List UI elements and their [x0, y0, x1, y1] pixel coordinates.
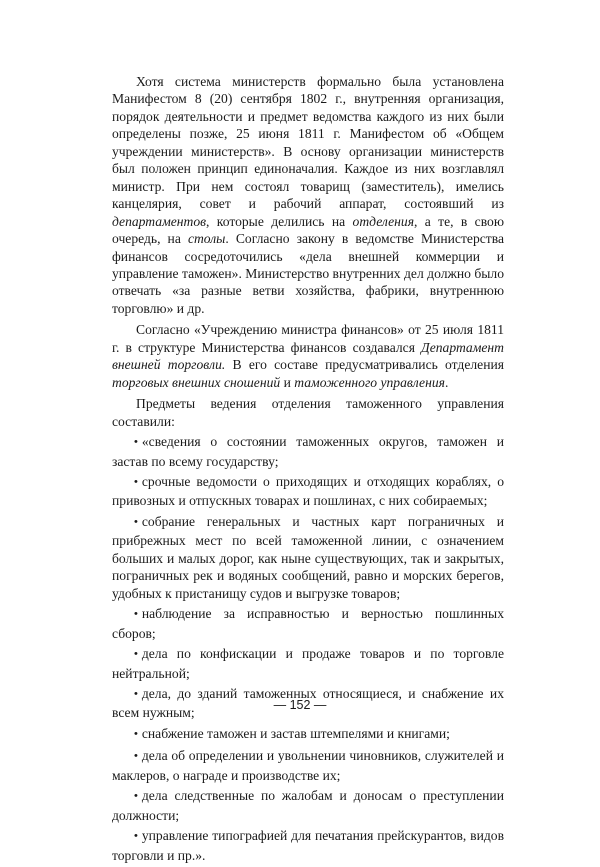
text-run: , а те, в свою очередь, на — [112, 213, 504, 247]
paragraph — [112, 321, 504, 391]
bullet-item — [112, 473, 504, 510]
paragraph — [112, 73, 504, 317]
bullet-icon: • — [134, 830, 138, 843]
italic-term: торговых внешних сношений — [112, 374, 281, 390]
text-run: дела по конфискации и продаже товаров и по торговле нейтральной; — [112, 646, 504, 681]
italic-term: Департамент внешней торговли. — [112, 339, 504, 373]
text-run: и — [280, 374, 295, 390]
text-run: , которые делились на — [206, 213, 353, 229]
bullet-icon: • — [134, 750, 138, 763]
text-run: дела следственные по жалобам и доносам о преступлении должности; — [112, 788, 504, 823]
bullet-icon: • — [134, 608, 138, 621]
italic-term: столы — [187, 231, 226, 247]
italic-term: департаментов — [112, 213, 207, 229]
bullet-item — [112, 645, 504, 682]
bullet-icon: • — [134, 515, 138, 528]
italic-term: таможенного управления — [294, 374, 445, 390]
bullet-icon: • — [134, 436, 138, 449]
text-run: снабжение таможен и застав штемпелями и книгами; — [141, 725, 450, 741]
text-run: дела, до зданий таможенных относящиеся, и снабжение их всем нужным; — [112, 685, 504, 721]
bullet-item — [112, 513, 504, 602]
bullet-icon: • — [134, 475, 138, 488]
text-run: «сведения о состоянии таможенных округов, таможен и застав по всему государству; — [112, 434, 504, 469]
text-run: Предметы ведения отделения таможенного управления составили: — [112, 396, 504, 429]
body-text — [112, 73, 504, 867]
text-run: дела об определении и увольнении чиновников, служителей и маклеров, о награде и производстве их; — [112, 748, 504, 783]
paragraph — [112, 395, 504, 430]
bullet-item — [112, 827, 504, 864]
bullet-icon: • — [134, 687, 138, 700]
text-run: . Согласно закону в ведомстве Министерства финансов сосредоточились «дела внешней коммерции и управление таможен». Министерство внутренних дел должно было отвечать «за разные ветви хозяйства, фабрики, внутреннюю торговлю» и др. — [112, 231, 504, 316]
text-run: управление типографией для печатания прейскурантов, видов торговли и пр.». — [112, 828, 504, 863]
bullet-item — [112, 787, 504, 824]
text-run: Хотя система министерств формально была установлена Манифестом 8 (20) сентября 1802 г., внутренняя организация, порядок деятельности и предмет ведомства каждого из них были определены позже, 25 июня 1811 г. Манифестом об «Общем учреждении министерств». В основу организации министерств был положен принцип единоначалия. Каждое из них возглавлял министр. При нем состоял товарищ (заместитель), имелись канцелярия, совет и рабочий аппарат, состоявший из — [112, 74, 504, 212]
text-run: собрание генеральных и частных карт пограничных и прибрежных мест по всей таможенной линии, с означением больших и малых дорог, как ныне существующих, так и закрытых, пограничных рек и водяных сообщений, равно и морских берегов, удобных к пристанищу судов и выгрузке товаров; — [112, 513, 504, 601]
text-run: . — [444, 374, 449, 390]
bullet-item — [112, 725, 504, 744]
page-number: — 152 — — [273, 698, 327, 712]
bullet-icon: • — [134, 790, 138, 803]
italic-term: отделения — [352, 213, 415, 229]
bullet-item — [112, 433, 504, 470]
bullet-icon: • — [134, 648, 138, 661]
bullet-icon: • — [134, 727, 138, 740]
text-run: В его составе предусматривались отделения — [225, 357, 505, 373]
text-run: наблюдение за исправностью и верностью пошлинных сборов; — [112, 606, 504, 641]
text-run: Согласно «Учреждению министра финансов» от 25 июля 1811 г. в структуре Министерства финансов создавался — [112, 322, 504, 355]
bullet-item — [112, 605, 504, 642]
text-run: срочные ведомости о приходящих и отходящих кораблях, о привозных и отпускных товарах и пошлинах, с них собираемых; — [112, 473, 504, 509]
bullet-item — [112, 747, 504, 784]
